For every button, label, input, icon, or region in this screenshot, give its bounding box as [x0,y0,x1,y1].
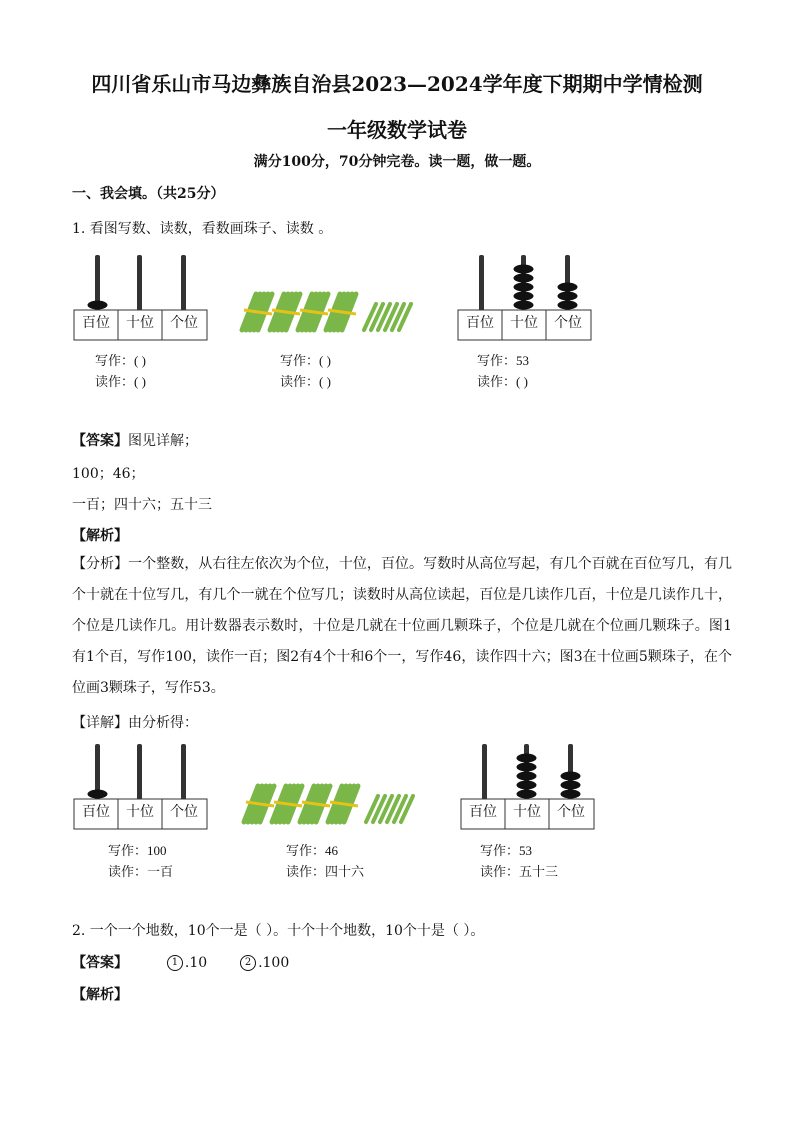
abacus-answer-1 [73,742,208,820]
answer-text: 图见详解； [128,433,198,449]
q2-analysis-tag: 【解析】 [72,987,128,1003]
stick-bundle [300,786,330,822]
section-heading: 一、我会填。（共25分） [72,186,225,202]
abacus-figure-3 [457,253,592,331]
q1-detail: 【详解】由分析得： [72,715,198,731]
place-label-ones: 个位 [557,804,585,820]
fig2-answer-read: 读作：四十六 [286,864,365,879]
q2-stem: 2. 一个一个地数，10个一是（ ）。十个十个地数，10个十是（ ）。 [72,923,485,939]
q1-answer-line2: 100；46； [72,466,145,482]
place-label-ones: 个位 [170,315,198,331]
stick-bundle [298,294,328,330]
stick-bundle [328,786,358,822]
fig3-write: 写作：53 [477,353,530,368]
fig1-write: 写作：( ) [95,353,146,368]
fig1-read: 读作：( ) [95,374,146,389]
stick-bundle [272,786,302,822]
answer-1: .10 [184,955,208,971]
stick-bundle [326,294,356,330]
place-label-ones: 个位 [170,804,198,820]
q1-answer-line3: 一百；四十六；五十三 [72,497,212,513]
q1-analysis-tag: 【解析】 [72,528,128,544]
fig3-answer-write: 写作：53 [480,843,533,858]
stick-bundle [270,294,300,330]
place-label-hundreds: 百位 [469,804,497,820]
sticks-figure-1 [238,288,413,336]
abacus-figure-1 [73,253,208,331]
q1-analysis-paragraph: 【分析】一个整数，从右往左依次为个位，十位，百位。写数时从高位写起，有几个百就在百位写几，有几个十就在十位写几，有几个一就在个位写几；读数时从高位读起，百位是几读作几百，十位是几读作几十，个位是几读作几。用计数器表示数时，十位是几就在十位画几颗珠子，个位是几就在个位画几颗珠子。图1有1个百，写作100，读作一百；图2有4个十和6个一，写作46，读作四十六；图3在十位画5颗珠子，在个位画3颗珠子，写作53。 [72,556,732,696]
q2-answer [72,952,289,972]
exam-note: 满分100分，70分钟完卷。读一题，做一题。 [253,154,541,170]
place-label-ones: 个位 [554,315,582,331]
exam-title-line1: 四川省乐山市马边彝族自治县2023—2024学年度下期期中学情检测 [91,72,703,96]
answer-2: .100 [258,955,290,971]
place-label-tens: 十位 [510,315,538,331]
fig2-write: 写作：( ) [280,353,331,368]
abacus-answer-3 [460,742,595,820]
answer-tag: 【答案】 [72,955,128,971]
fig1-answer-read: 读作：一百 [108,864,174,879]
q1-stem: 1. 看图写数、读数，看数画珠子、读数 。 [72,221,333,237]
fig3-answer-read: 读作：五十三 [480,864,559,879]
place-label-hundreds: 百位 [82,315,110,331]
circled-number-1: 1 [167,955,183,971]
q1-answer [72,430,198,450]
stick-bundle [242,294,272,330]
circled-number-2: 2 [240,955,256,971]
place-label-hundreds: 百位 [466,315,494,331]
place-label-tens: 十位 [126,315,154,331]
answer-tag: 【答案】 [72,433,128,449]
stick-bundle [244,786,274,822]
fig1-answer-write: 写作：100 [108,843,167,858]
place-label-tens: 十位 [513,804,541,820]
place-label-tens: 十位 [126,804,154,820]
sticks-figure-2 [240,780,415,828]
fig2-answer-write: 写作：46 [286,843,339,858]
exam-title-line2: 一年级数学试卷 [327,118,467,142]
fig2-read: 读作：( ) [280,374,331,389]
place-label-hundreds: 百位 [82,804,110,820]
fig3-read: 读作：( ) [477,374,528,389]
